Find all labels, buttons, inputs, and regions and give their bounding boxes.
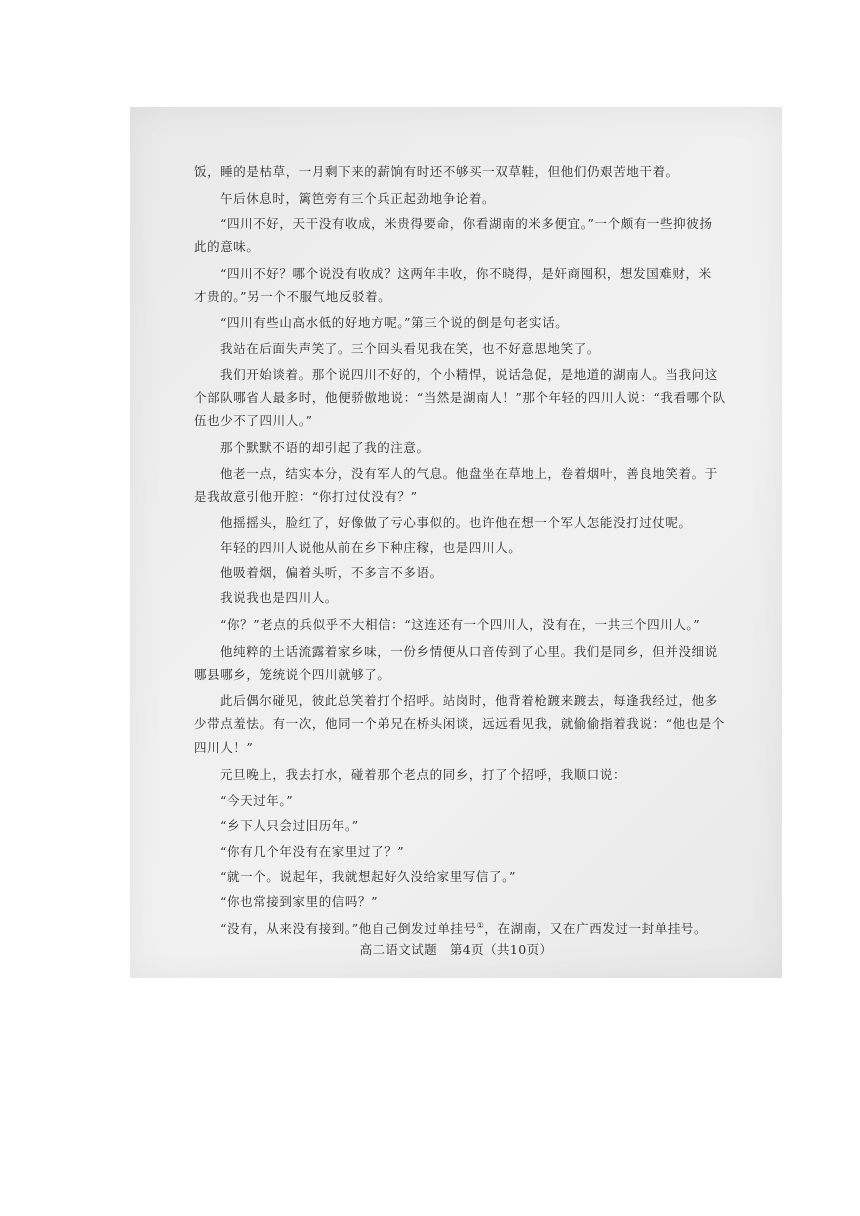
page-footer: 高二语文试题 第4页（共10页） [359, 942, 553, 957]
text-line: 他纯粹的土话流露着家乡味，一份乡情便从口音传到了心里。我们是同乡，但并没细说 [220, 644, 718, 659]
text-line: “四川不好？哪个说没有收成？这两年丰收，你不晓得，是奸商囤积，想发国难财，米 [220, 266, 712, 281]
text-line: 午后休息时，篱笆旁有三个兵正起劲地争论着。 [220, 191, 496, 206]
text-line: 是我故意引他开腔：“你打过仗没有？” [194, 489, 418, 504]
text-line: “四川不好，天干没有收成，米贵得要命，你看湖南的米多便宜。”一个颇有一些抑彼扬 [220, 216, 713, 231]
text-segment: ，在湖南，又在广西发过一封单挂号。 [484, 921, 708, 937]
text-line: 哪县哪乡，笼统说个四川就够了。 [194, 667, 391, 682]
text-line: 他吸着烟，偏着头听，不多言不多语。 [220, 565, 443, 580]
text-line: 我说我也是四川人。 [220, 590, 338, 605]
text-line: 才贵的。”另一个不服气地反驳着。 [194, 289, 392, 304]
text-line: 此的意味。 [194, 239, 260, 254]
text-line: 年轻的四川人说他从前在乡下种庄稼，也是四川人。 [220, 540, 522, 555]
text-line: “你也常接到家里的信吗？” [220, 894, 379, 909]
text-line: “就一个。说起年，我就想起好久没给家里写信了。” [220, 869, 516, 884]
scanned-page [130, 107, 782, 978]
text-line: 此后偶尔碰见，彼此总笑着打个招呼。站岗时，他背着枪踱来踱去，每逢我经过，他多 [220, 693, 718, 708]
text-line: 伍也少不了四川人。” [194, 413, 313, 428]
text-line: 他摇摇头，脸红了，好像做了亏心事似的。也许他在想一个军人怎能没打过仗呢。 [220, 515, 692, 530]
footnote-marker: ① [476, 921, 485, 930]
text-line: 四川人！” [194, 740, 254, 755]
text-line: 我们开始谈着。那个说四川不好的，个小精悍，说话急促，是地道的湖南人。当我问这 [220, 367, 718, 382]
text-line: “你有几个年没有在家里过了？” [220, 844, 405, 859]
text-line: 少带点羞怯。有一次，他同一个弟兄在桥头闲谈，远远看见我，就偷偷指着我说：“他也是个 [194, 716, 725, 731]
text-line-with-footnote [220, 917, 732, 938]
text-segment: “没有，从来没有接到。”他自己倒发过单挂号 [220, 921, 477, 937]
text-line: 我站在后面失声笑了。三个回头看见我在笑，也不好意思地笑了。 [220, 341, 600, 356]
text-line: “你？”老点的兵似乎不大相信：“这连还有一个四川人，没有在，一共三个四川人。” [220, 617, 701, 632]
text-line: 饭，睡的是枯草，一月剩下来的薪饷有时还不够买一双草鞋，但他们仍艰苦地干着。 [194, 164, 679, 179]
text-line: “乡下人只会过旧历年。” [220, 818, 359, 833]
text-line: “今天过年。” [220, 793, 294, 808]
text-line: 个部队哪省人最多时，他便骄傲地说：“当然是湖南人！”那个年轻的四川人说：“我看哪个队 [194, 390, 726, 405]
text-line: 元旦晚上，我去打水，碰着那个老点的同乡，打了个招呼，我顺口说： [220, 767, 627, 782]
text-line: 他老一点，结实本分，没有军人的气息。他盘坐在草地上，卷着烟叶，善良地笑着。于 [220, 466, 718, 481]
text-line: 那个默默不语的却引起了我的注意。 [220, 440, 430, 455]
text-line: “四川有些山高水低的好地方呢。”第三个说的倒是句老实话。 [220, 315, 569, 330]
